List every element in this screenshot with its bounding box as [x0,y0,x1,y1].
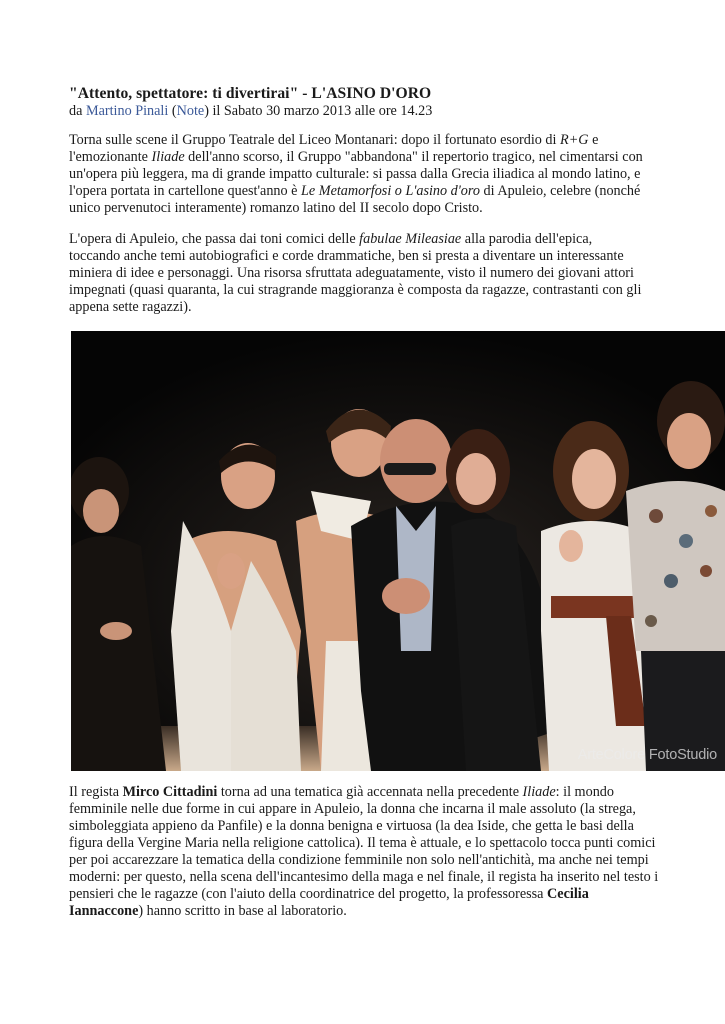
p2-text-2: alla parodia dell'epica, toccando anche temi autobiografici e corde drammatiche, ben si presta a diventare un interessante miniera di idee e personaggi. Una risorsa sfruttata adeguatamente, visto il numero dei giovani attori impegnati (quasi quaranta, la cui stragrande maggioranza è composta da ragazze, contrastanti con gli appena sette ragazzi). [69,231,642,315]
p1-em-rg: R+G [560,132,589,148]
paragraph-3-wrapper [69,784,659,920]
p1-text-1: Torna sulle scene il Gruppo Teatrale del Liceo Montanari: dopo il fortunato esordio di [69,132,561,148]
p3-em-iliade: Iliade [522,784,556,800]
author-link[interactable]: Martino Pinali [85,103,169,119]
p2-text-1: L'opera di Apuleio, che passa dai toni comici delle [69,231,360,247]
article [69,84,714,330]
coordinator-name: Cecilia Iannaccone [69,886,589,919]
byline [69,103,714,120]
p1-text-3: dell'anno scorso, il Gruppo "abbandona" il repertorio tragico, nel cimentarsi con un'opera più leggera, ma di grande impatto culturale: si passa dalla Grecia iliadica al mondo latino, e l'opera portata in cartellone quest'anno è [69,149,643,199]
stage-photo [71,331,725,771]
byline-paren-open: ( [168,103,177,119]
p1-text-2: e l'emozionante [69,132,599,165]
p1-em-metamorfosi: Le Metamorfosi o L'asino d'oro [301,183,480,199]
paragraph-1 [69,132,645,217]
stage-photo-illustration [71,331,725,771]
byline-prefix: da [69,103,86,119]
p3-text-3: : il mondo femminile nelle due forme in cui appare in Apuleio, la donna che incarna il male assoluto (la strega, simboleggiata appieno da Panfile) e la donna benigna e virtuosa (la dea Iside, che getta le basi della figura della Vergine Maria nella religione cattolica). Il tema è attuale, e lo spettacolo tocca punti comici per poi accarezzare la tematica della condizione femminile non solo nell'antichità, ma anche nei tempi moderni: per questo, nella scena dell'incantesimo della maga e nel finale, il regista ha inserito nel testo i pensieri che le ragazze (con l'aiuto della coordinatrice del progetto, la professoressa [69,784,659,902]
byline-date: ) il Sabato 30 marzo 2013 alle ore 14.23 [204,103,433,119]
p2-em-fabulae: fabulae Mileasiae [359,231,462,247]
p1-text-4: di Apuleio, celebre (nonché unico pervenutoci interamente) romanzo latino del II secolo dopo Cristo. [69,183,641,216]
paragraph-3 [69,784,659,920]
photo-watermark: ArteColore FotoStudio [577,747,717,763]
director-name: Mirco Cittadini [122,784,218,800]
notes-link[interactable]: Note [176,103,205,119]
p3-text-4: ) hanno scritto in base al laboratorio. [138,903,347,919]
article-title: "Attento, spettatore: ti divertirai" - L'ASINO D'ORO [69,85,432,102]
p1-em-iliade: Iliade [151,149,185,165]
paragraph-2 [69,231,645,316]
p3-text-1: Il regista [69,784,123,800]
p3-text-2: torna ad una tematica già accennata nella precedente [217,784,523,800]
